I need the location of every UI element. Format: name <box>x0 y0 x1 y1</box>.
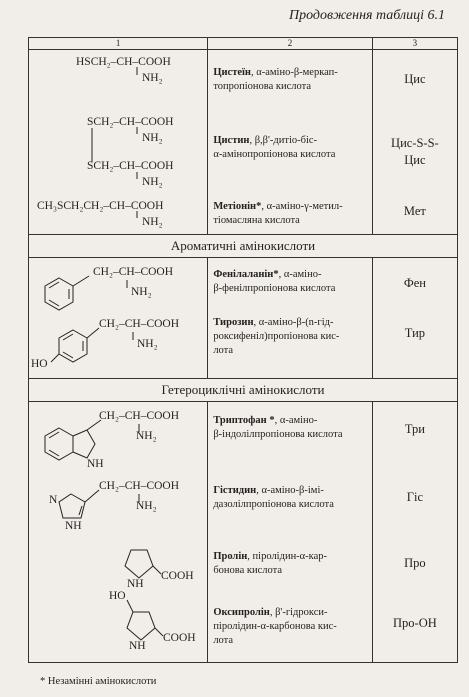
footnote: * Незамінні амінокислоти <box>40 676 157 687</box>
formula-met-nh2: NH₂ <box>142 216 163 228</box>
formula-cys: HSCH₂–CH–COOH <box>76 56 171 68</box>
formula-met: CH₃SCH₂CH₂–CH–COOH <box>37 200 164 212</box>
formula-his-nh: NH <box>65 520 82 532</box>
name-pro: Пролін <box>213 551 248 562</box>
section-aromatic-title: Ароматичні амінокислоти <box>29 235 458 258</box>
desc-phe: Фенілаланін*, α-аміно- β-фенілпропіонова кислота <box>213 269 336 294</box>
formula-trp-nh: NH <box>87 458 104 470</box>
formula-hyp-ho: HO <box>109 590 126 602</box>
name-tyr: Тирозин <box>213 317 254 328</box>
abbr-cell-heterocyclic <box>372 402 457 663</box>
desc-his: Гістидин, α-аміно-β-імі- дазолілпропіонова кислота <box>213 485 334 510</box>
formula-cystine-b: SCH₂–CH–COOH <box>87 160 174 172</box>
formula-his: CH₂–CH–COOH <box>99 480 180 492</box>
formula-cell-sulfur <box>29 50 208 235</box>
name-met: Метіонін* <box>213 201 262 212</box>
formula-pro-cooh: COOH <box>161 570 194 582</box>
abbr-pro: Про <box>404 556 426 570</box>
abbr-his: Гіс <box>406 490 423 504</box>
formula-hyp-cooh: COOH <box>163 632 196 644</box>
formula-cell-heterocyclic <box>29 402 208 663</box>
abbr-met: Мет <box>403 204 426 218</box>
name-trp: Триптофан * <box>213 415 275 426</box>
col-header-2: 2 <box>208 38 372 50</box>
table-caption: Продовження таблиці 6.1 <box>288 8 445 23</box>
formula-cell-aromatic <box>29 258 208 379</box>
formula-tyr-nh2: NH₂ <box>137 338 158 350</box>
abbr-cystine-1: Цис-S-S- <box>391 136 439 150</box>
desc-hyp: Оксипролін, β'-гідрокси- піролідин-α-карбонова кис- лота <box>213 607 337 646</box>
abbr-hyp: Про-ОН <box>393 616 437 630</box>
formula-hyp-nh: NH <box>129 640 146 652</box>
formula-tyr: CH₂–CH–COOH <box>99 318 180 330</box>
formula-his-n: N <box>49 494 58 506</box>
desc-cys: Цистеїн, α-аміно-β-меркап- топропіонова кислота <box>213 67 338 92</box>
amino-acid-table <box>28 37 458 663</box>
formula-his-nh2: NH₂ <box>136 500 157 512</box>
abbr-cell-aromatic <box>372 258 457 379</box>
desc-cystine: Цистин, β,β'-дитіо-біс- α-амінопропіонова кислота <box>213 135 336 160</box>
desc-pro: Пролін, піролідин-α-кар- бонова кислота <box>213 551 328 576</box>
desc-tyr: Тирозин, α-аміно-β-(n-гід- роксифеніл)пропіонова кис- лота <box>213 317 340 356</box>
formula-cystine-b-nh2: NH₂ <box>142 176 163 188</box>
abbr-cystine-2: Цис <box>404 153 426 167</box>
formula-trp-nh2: NH₂ <box>136 430 157 442</box>
name-hyp: Оксипролін <box>213 607 270 618</box>
name-cystine: Цистин <box>213 135 250 146</box>
desc-cell-sulfur <box>208 50 372 235</box>
name-phe: Фенілаланін* <box>213 269 279 280</box>
abbr-tyr: Тир <box>404 326 426 340</box>
abbr-trp: Три <box>404 422 425 436</box>
row-group-heterocyclic <box>29 402 458 663</box>
formula-phe: CH₂–CH–COOH <box>93 266 174 278</box>
desc-cell-aromatic <box>208 258 372 379</box>
col-header-3: 3 <box>372 38 457 50</box>
section-aromatic <box>29 235 458 258</box>
section-heterocyclic-title: Гетероциклічні амінокислоти <box>29 379 458 402</box>
row-group-sulfur <box>29 50 458 235</box>
heterocycle-rings-icon <box>29 402 209 662</box>
col-header-1: 1 <box>29 38 208 50</box>
desc-met: Метіонін*, α-аміно-γ-метил- тіомасляна кислота <box>213 201 343 226</box>
formula-trp: CH₂–CH–COOH <box>99 410 180 422</box>
formula-phe-nh2: NH₂ <box>131 286 152 298</box>
row-group-aromatic <box>29 258 458 379</box>
formula-cystine-a: SCH₂–CH–COOH <box>87 116 174 128</box>
desc-trp: Триптофан *, α-аміно- β-індолілпропіонова кислота <box>213 415 343 440</box>
formula-pro-nh: NH <box>127 578 144 590</box>
formula-tyr-ho: HO <box>31 358 48 370</box>
desc-cell-heterocyclic <box>208 402 372 663</box>
name-cys: Цистеїн <box>213 67 251 78</box>
formula-cys-nh2: NH₂ <box>142 72 163 84</box>
abbr-phe: Фен <box>403 276 426 290</box>
abbr-cell-sulfur <box>372 50 457 235</box>
formula-cystine-a-nh2: NH₂ <box>142 132 163 144</box>
abbr-cys: Цис <box>404 72 426 86</box>
section-heterocyclic <box>29 379 458 402</box>
header-row <box>29 38 458 50</box>
name-his: Гістидин <box>213 485 257 496</box>
